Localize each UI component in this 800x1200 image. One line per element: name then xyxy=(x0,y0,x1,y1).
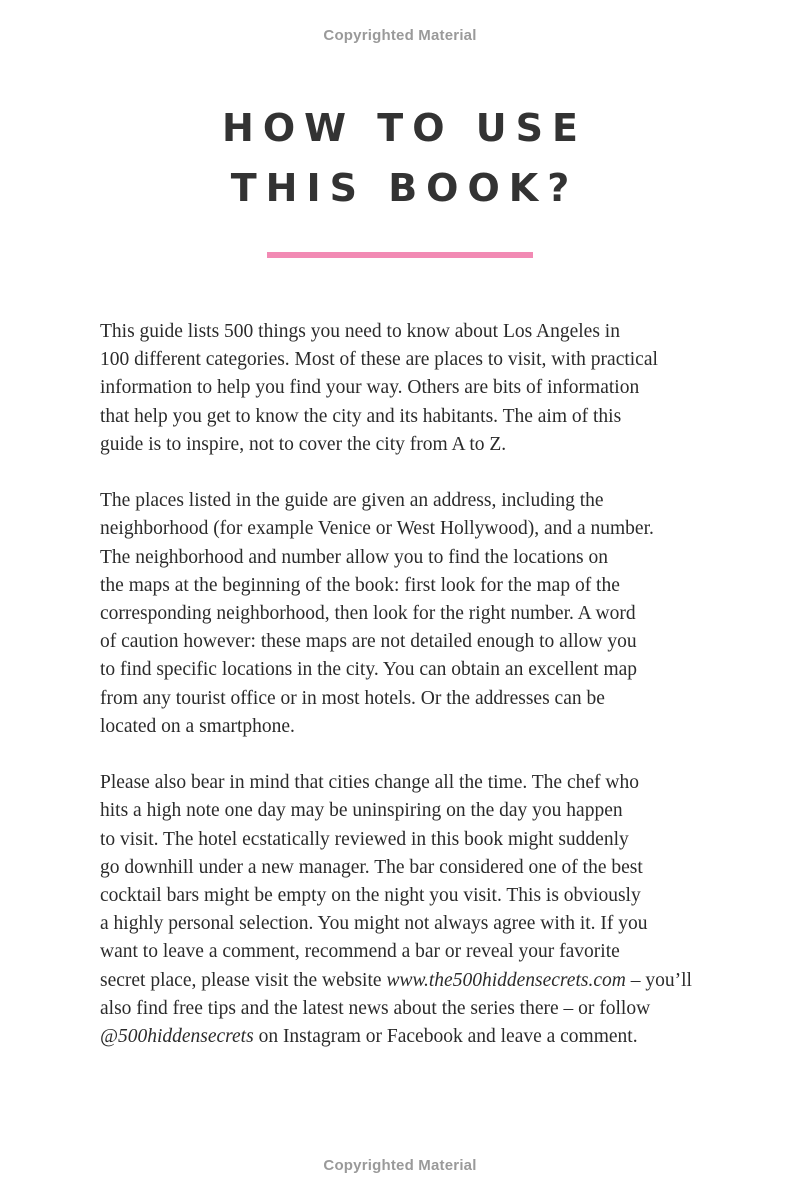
text-line: cocktail bars might be empty on the night you visit. This is obviously xyxy=(100,885,641,907)
text-line: to visit. The hotel ecstatically reviewed in this book might suddenly xyxy=(100,828,629,850)
text-line: hits a high note one day may be uninspiring on the day you happen xyxy=(100,800,623,822)
text-line: also find free tips and the latest news about the series there – or follow xyxy=(100,997,651,1019)
paragraph-addresses xyxy=(100,487,710,741)
copyright-watermark-bottom: Copyrighted Material xyxy=(323,1157,477,1174)
social-handle-link[interactable]: @500hiddensecrets xyxy=(100,1026,254,1048)
text-line: of caution however: these maps are not detailed enough to allow you xyxy=(100,631,637,653)
text-line: located on a smartphone. xyxy=(100,715,295,737)
text-line: from any tourist office or in most hotels. Or the addresses can be xyxy=(100,687,605,709)
text-line: corresponding neighborhood, then look for the right number. A word xyxy=(100,603,636,625)
website-link[interactable]: www.the500hiddensecrets.com xyxy=(386,969,626,991)
page-title-line-2: THIS BOOK? xyxy=(230,166,579,210)
text-segment: – you’ll xyxy=(625,969,692,991)
body-text xyxy=(100,318,710,1079)
text-line xyxy=(100,1023,710,1051)
page-title-line-1: HOW TO USE xyxy=(222,106,587,150)
text-line: go downhill under a new manager. The bar considered one of the best xyxy=(100,856,643,878)
text-segment: secret place, please visit the website xyxy=(100,969,387,991)
copyright-watermark-top: Copyrighted Material xyxy=(323,27,477,44)
text-line: 100 different categories. Most of these are places to visit, with practical xyxy=(100,349,658,371)
text-line: neighborhood (for example Venice or West Hollywood), and a number. xyxy=(100,518,654,540)
text-line: to find specific locations in the city. You can obtain an excellent map xyxy=(100,659,638,681)
text-line: The neighborhood and number allow you to find the locations on xyxy=(100,546,608,568)
text-line: guide is to inspire, not to cover the city from A to Z. xyxy=(100,433,507,455)
text-line: a highly personal selection. You might not always agree with it. If you xyxy=(100,913,648,935)
page-title xyxy=(0,98,800,218)
text-line xyxy=(100,967,710,995)
text-line: the maps at the beginning of the book: first look for the map of the xyxy=(100,574,620,596)
paragraph-intro xyxy=(100,318,710,459)
text-line: that help you get to know the city and its habitants. The aim of this xyxy=(100,405,622,427)
text-line: The places listed in the guide are given an address, including the xyxy=(100,490,604,512)
text-line: information to help you find your way. Others are bits of information xyxy=(100,377,640,399)
paragraph-disclaimer xyxy=(100,769,710,1051)
title-divider-rule xyxy=(267,252,533,258)
text-line: want to leave a comment, recommend a bar or reveal your favorite xyxy=(100,941,620,963)
text-line: This guide lists 500 things you need to know about Los Angeles in xyxy=(100,321,620,342)
text-line: Please also bear in mind that cities change all the time. The chef who xyxy=(100,772,639,794)
text-segment: on Instagram or Facebook and leave a comment. xyxy=(253,1026,638,1048)
